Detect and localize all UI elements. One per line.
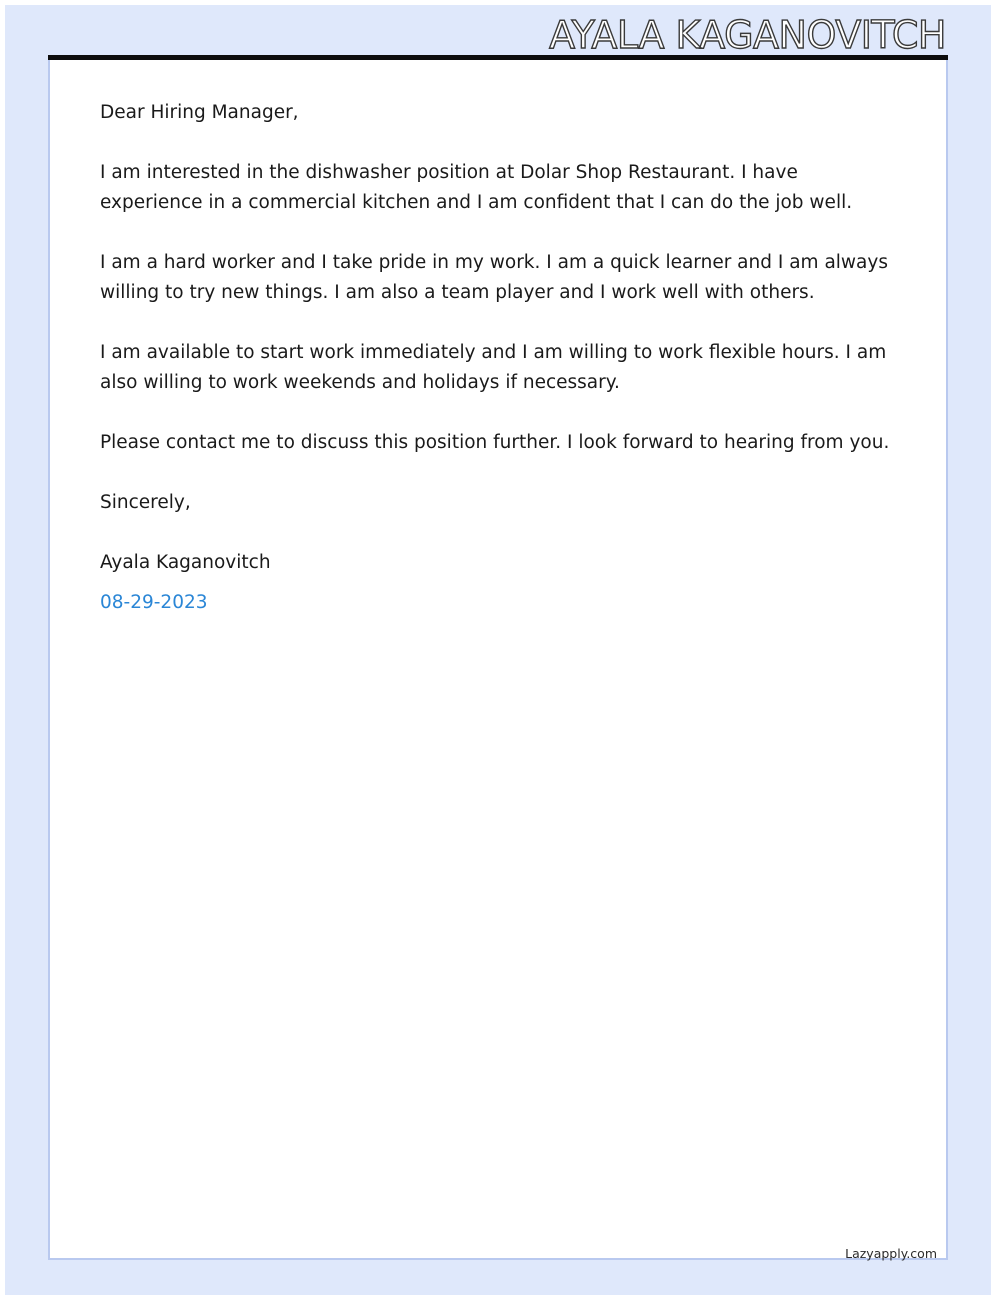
paragraph-availability: I am available to start work immediately and I am willing to work flexible hours. I am also willing to work weekends and holidays if necessary.	[100, 342, 887, 393]
paragraph-work-ethic: I am a hard worker and I take pride in my work. I am a quick learner and I am always willing to try new things. I am also a team player and I work well with others.	[100, 252, 888, 303]
paragraph-experience: I am interested in the dishwasher position at Dolar Shop Restaurant. I have experience in a commercial kitchen and I am confident that I can do the job well.	[100, 162, 853, 213]
cover-letter-body	[100, 98, 900, 618]
salutation: Dear Hiring Manager,	[100, 102, 299, 123]
letter-date: 08-29-2023	[100, 592, 208, 613]
signature-name: Ayala Kaganovitch	[100, 552, 271, 573]
applicant-name-header: AYALA KAGANOVITCH	[549, 13, 946, 57]
closing: Sincerely,	[100, 492, 191, 513]
paragraph-contact: Please contact me to discuss this position further. I look forward to hearing from you.	[100, 432, 890, 453]
footer-brand: Lazyapply.com	[845, 1246, 937, 1261]
